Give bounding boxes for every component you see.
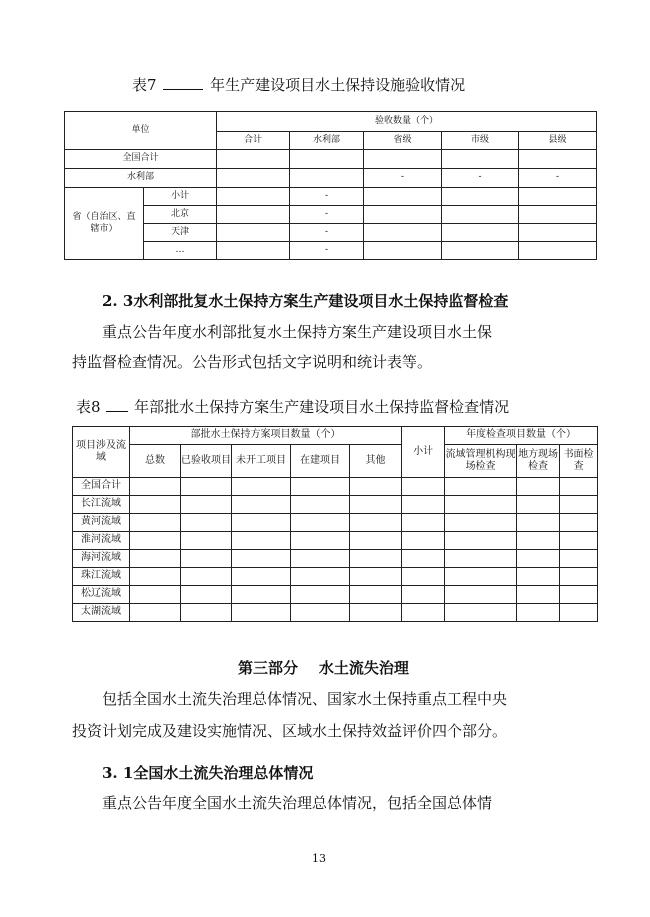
table7-row-label: 北京	[144, 206, 217, 224]
table8-col-header: 地方现场检查	[517, 445, 560, 478]
section-3-1-paragraph: 重点公告年度全国水土流失治理总体情况，包括全国总体情	[102, 794, 493, 812]
table8-row-label: 淮河流域	[73, 532, 130, 550]
table7-caption-text: 年生产建设项目水土保持设施验收情况	[210, 76, 466, 94]
table7-cell	[364, 188, 442, 206]
table8-header-basin: 项目涉及流域	[73, 427, 130, 478]
table7-header-group: 验收数量（个）	[217, 112, 597, 132]
table-row	[73, 550, 598, 568]
table8-col-header: 其他	[350, 445, 402, 478]
table7-row-label: 水利部	[65, 169, 217, 188]
table8-col-header: 在建项目	[291, 445, 350, 478]
table7-cell	[364, 242, 442, 260]
table-row	[65, 206, 597, 224]
table8-row-label: 长江流域	[73, 496, 130, 514]
table-row	[65, 224, 597, 242]
section-2-3-paragraph-line2: 持监督检查情况。公告形式包括文字说明和统计表等。	[72, 353, 433, 371]
table7-cell: -	[364, 169, 442, 188]
table7-cell	[519, 150, 597, 169]
table-row	[73, 496, 598, 514]
table7-cell	[519, 224, 597, 242]
table7-caption	[132, 74, 465, 95]
table7-row-label: 全国合计	[65, 150, 217, 169]
table8-caption-prefix: 表8	[76, 398, 101, 416]
section-3-1-heading: 3. 1全国水土流失治理总体情况	[102, 764, 314, 782]
table8-header-group2: 年度检查项目数量（个）	[445, 427, 598, 445]
table-row	[65, 169, 597, 188]
table7-cell	[217, 169, 290, 188]
table7-cell: -	[290, 224, 364, 242]
table7-cell	[442, 150, 519, 169]
table8-caption	[76, 396, 509, 417]
table7-cell	[217, 242, 290, 260]
table8-col-header: 总数	[130, 445, 181, 478]
table8-year-blank	[106, 396, 128, 412]
table8	[72, 426, 598, 622]
part3-paragraph-line2: 投资计划完成及建设实施情况、区域水土保持效益评价四个部分。	[72, 722, 508, 740]
table-row	[73, 586, 598, 604]
table7-cell	[364, 150, 442, 169]
section-2-3-heading: 2. 3水利部批复水土保持方案生产建设项目水土保持监督检查	[102, 292, 509, 310]
table-row	[73, 568, 598, 586]
table7-cell	[217, 224, 290, 242]
table8-caption-text: 年部批水土保持方案生产建设项目水土保持监督检查情况	[134, 398, 510, 416]
table7-cell: -	[290, 188, 364, 206]
table7-cell	[442, 242, 519, 260]
table7-cell	[217, 188, 290, 206]
table-row	[65, 150, 597, 169]
table-row	[65, 242, 597, 260]
table7-year-blank	[163, 74, 203, 90]
table8-row-label: 黄河流域	[73, 514, 130, 532]
table8-col-header: 未开工项目	[232, 445, 291, 478]
table8-row-label: 松辽流域	[73, 586, 130, 604]
table7-cell	[364, 224, 442, 242]
table7-cell	[519, 206, 597, 224]
table7-cell	[290, 150, 364, 169]
table7-cell: -	[519, 169, 597, 188]
table7-col-header: 市级	[442, 132, 519, 150]
table7-cell	[519, 242, 597, 260]
table7-cell	[519, 188, 597, 206]
table-row	[65, 188, 597, 206]
table8-col-header: 流域管理机构现场检查	[445, 445, 517, 478]
table7-cell	[217, 206, 290, 224]
table7-col-header: 水利部	[290, 132, 364, 150]
table8-col-header: 书面检查	[560, 445, 598, 478]
table8-col-header: 已验收项目	[181, 445, 232, 478]
table7-province-group: 省（自治区、直辖市）	[65, 188, 144, 260]
table7-caption-prefix: 表7	[132, 76, 157, 94]
table8-header-subtotal: 小计	[402, 427, 445, 478]
part3-paragraph-line1: 包括全国水土流失治理总体情况、国家水土保持重点工程中央	[102, 690, 508, 708]
table7-cell: -	[290, 206, 364, 224]
table8-row-label: 全国合计	[73, 478, 130, 496]
table7-cell: -	[290, 242, 364, 260]
table7	[64, 111, 597, 260]
table7-cell	[364, 206, 442, 224]
table-row	[73, 532, 598, 550]
table8-row-label: 海河流域	[73, 550, 130, 568]
table7-header-unit: 单位	[65, 112, 217, 150]
table8-row-label: 珠江流域	[73, 568, 130, 586]
table7-row-label: 天津	[144, 224, 217, 242]
table7-col-header: 县级	[519, 132, 597, 150]
table7-row-label: …	[144, 242, 217, 260]
table-row	[73, 478, 598, 496]
table-row	[73, 514, 598, 532]
page-number: 13	[312, 852, 326, 865]
section-2-3-paragraph-line1: 重点公告年度水利部批复水土保持方案生产建设项目水土保	[102, 323, 493, 341]
table7-cell	[442, 224, 519, 242]
table7-col-header: 省级	[364, 132, 442, 150]
part3-title: 第三部分 水土流失治理	[238, 659, 409, 677]
table7-col-header: 合计	[217, 132, 290, 150]
table7-cell	[442, 206, 519, 224]
table7-cell	[217, 150, 290, 169]
table8-header-group1: 部批水土保持方案项目数量（个）	[130, 427, 402, 445]
table7-cell: -	[442, 169, 519, 188]
table7-row-label: 小计	[144, 188, 217, 206]
table-row	[73, 604, 598, 622]
table8-row-label: 太湖流域	[73, 604, 130, 622]
table7-cell	[290, 169, 364, 188]
table7-cell	[442, 188, 519, 206]
